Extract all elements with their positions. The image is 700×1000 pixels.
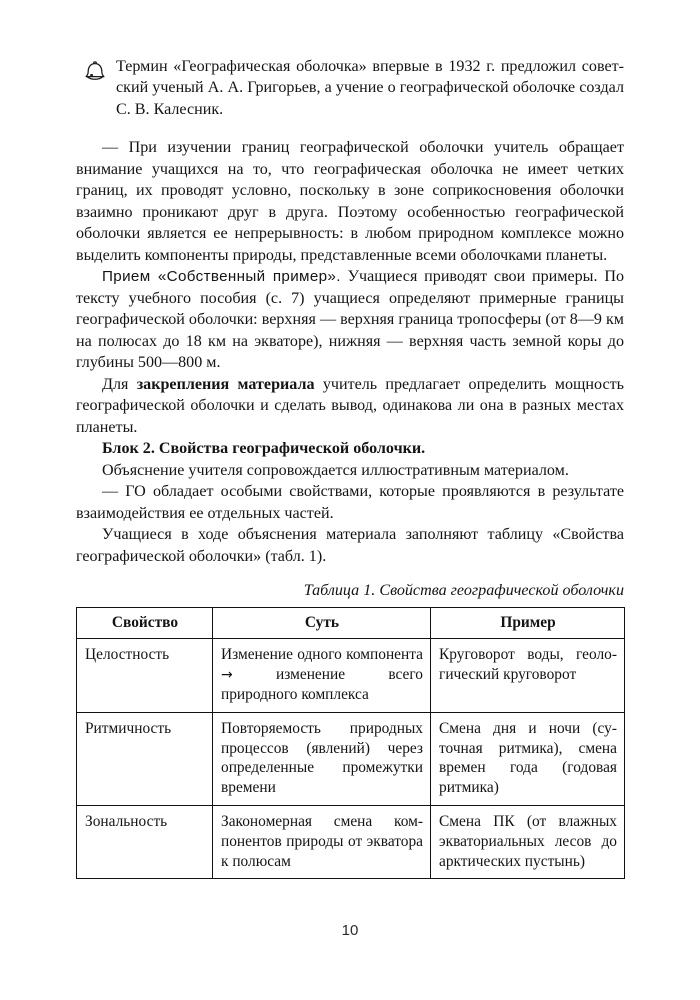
- paragraph-boundaries: — При изучении границ географической оболочки учитель обращает внимание учащихся на то, что географическая оболочка не имеет четких границ, их проводят условно, поскольку в зоне соприкосновения оболочки взаимно проникают друг в друга. Поэтому особенностью географической оболочки является ее непрерывность: в любом природном комплексе можно выделить компоненты природы, представленные всеми оболочками планеты.: [76, 139, 624, 264]
- paragraph-consolidation: [76, 374, 624, 438]
- table-header-row: [77, 608, 625, 639]
- cell-essence: Закономерная смена компонентов природы от экватора к полюсам: [213, 806, 431, 879]
- bell-icon: [82, 59, 108, 85]
- table-row: [77, 639, 625, 713]
- page-content: [76, 56, 624, 879]
- consolidation-pre: Для: [102, 375, 137, 393]
- cell-example: Смена ПК (от влажных экваториальных лесов до арктических пустынь): [431, 806, 625, 879]
- paragraph-table-intro: Учащиеся в ходе объяснения материала заполняют таблицу «Свойства географической оболочки» (табл. 1).: [76, 526, 624, 565]
- cell-example: Круговорот воды, геологический круговорот: [431, 639, 625, 713]
- block-heading: Блок 2. Свойства географической оболочки.: [102, 440, 426, 458]
- table-header-property: Свойство: [77, 608, 213, 639]
- cell-property: Целостность: [77, 639, 213, 713]
- cell-property: Зональность: [77, 806, 213, 879]
- paragraph-own-example: [76, 266, 624, 373]
- cell-essence: Повторяемость природных процессов (явлений) через определенные промежутки времени: [213, 712, 431, 805]
- technique-body: Учащиеся приводят свои примеры. По тексту учебного пособия (с. 7) учащиеся определяют примерные границы географической оболочки: верхняя — верхняя граница тропосферы (от 8—9 км на полюсах до 18 км на экваторе), нижняя — верхняя часть земной коры до глубины 500—800 м.: [76, 268, 624, 372]
- table-row: [77, 712, 625, 805]
- callout-note: [76, 56, 624, 120]
- cell-essence: [213, 639, 431, 713]
- cell-example: Смена дня и ночи (суточная ритмика), смена времен года (годовая ритмика): [431, 712, 625, 805]
- consolidation-post: учитель предлагает определить мощность географической оболочки и сделать вывод, одинакова ли она в разных местах планеты.: [76, 375, 624, 436]
- page-number: 10: [341, 922, 359, 939]
- right-arrow-icon: →: [221, 667, 233, 684]
- technique-label: Прием «Собственный пример».: [102, 268, 341, 286]
- table-caption: Таблица 1. Свойства географической оболочки: [303, 582, 624, 600]
- cell-property: Ритмичность: [77, 712, 213, 805]
- callout-text: Термин «Географическая оболочка» впервые в 1932 г. предложил советский ученый А. А. Григорьев, а учение о географической оболочке создал С. В. Калесник.: [116, 58, 624, 118]
- essence-text-b: изменение всего природного комплекса: [221, 666, 423, 704]
- paragraph-explanation: Объяснение учителя сопровождается иллюстративным материалом.: [102, 461, 569, 479]
- paragraph-properties-intro: — ГО обладает особыми свойствами, которые проявляются в результате взаимодействия ее отдельных частей.: [76, 483, 624, 522]
- properties-table: [76, 607, 625, 879]
- essence-text-a: Изменение одного компонента: [221, 646, 423, 664]
- consolidation-emphasis: закрепления материала: [136, 375, 315, 393]
- table-header-essence: Суть: [213, 608, 431, 639]
- table-header-example: Пример: [431, 608, 625, 639]
- table-row: [77, 806, 625, 879]
